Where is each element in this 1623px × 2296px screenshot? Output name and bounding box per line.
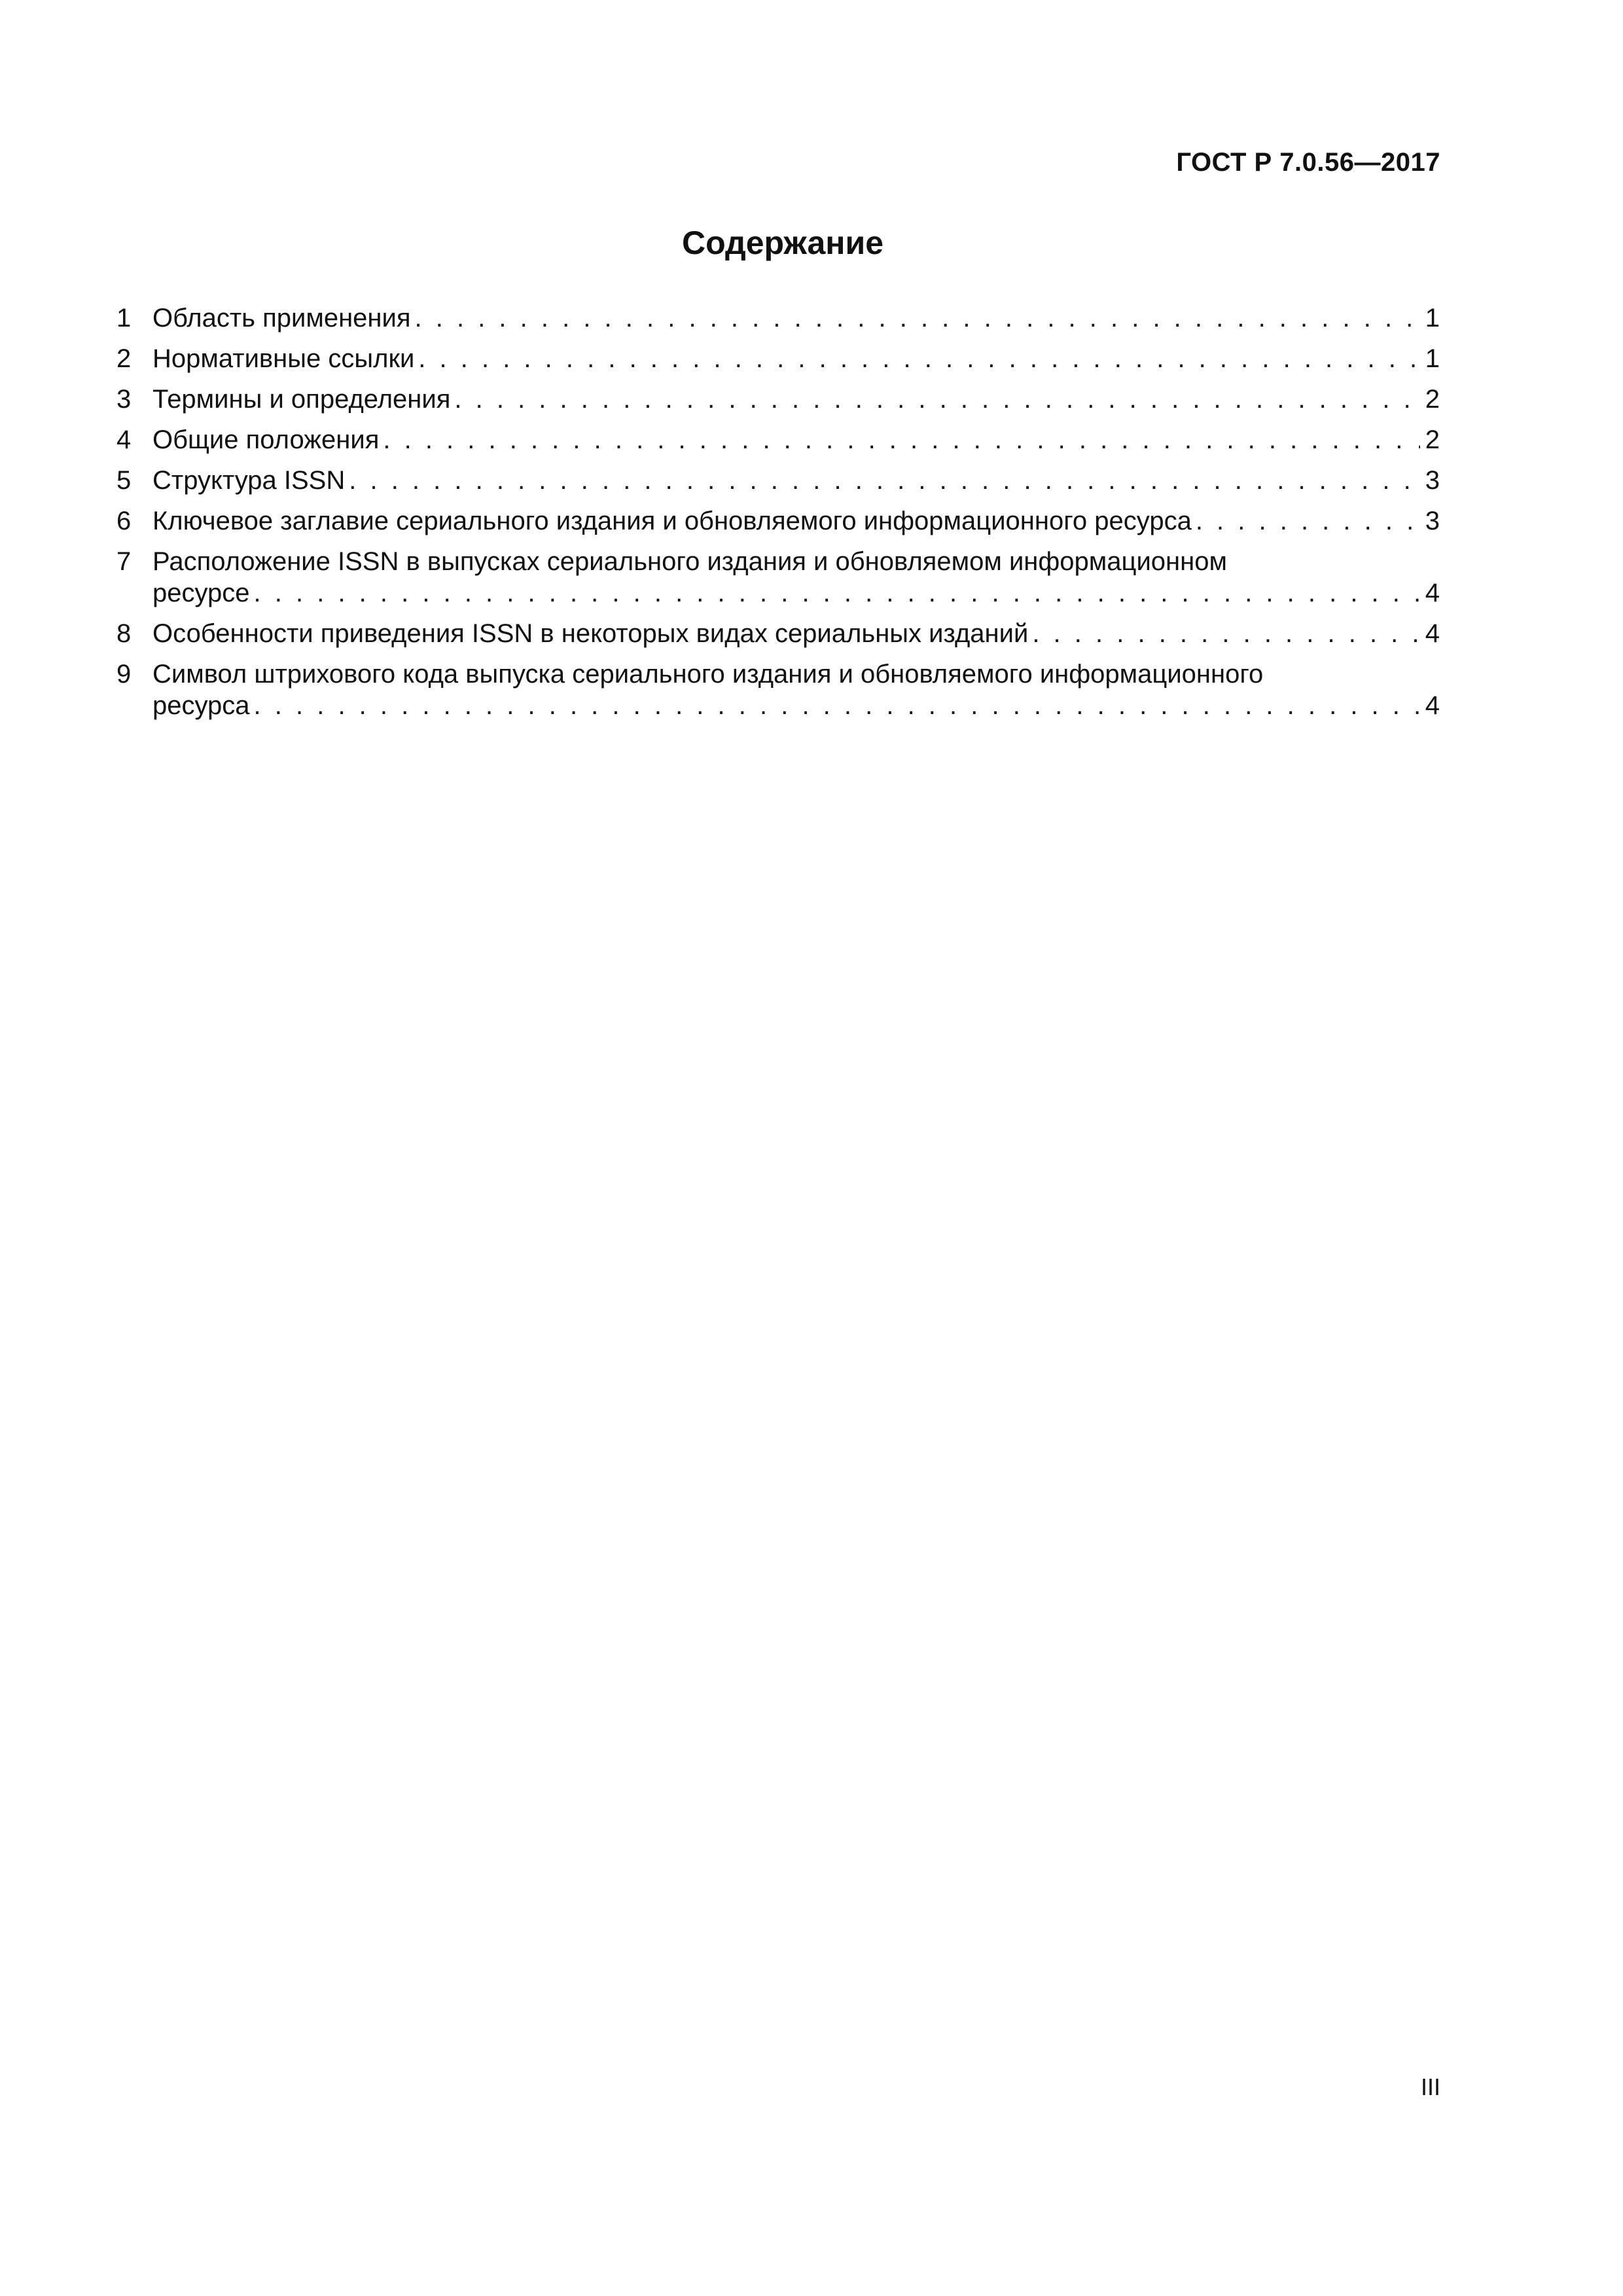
toc-entry-page: 2 [1425,385,1440,414]
toc-entry-page: 4 [1425,619,1440,648]
toc-entry[interactable] [116,505,1440,537]
toc-entry-title: Ключевое заглавие сериального издания и обновляемого информационного ресурса [152,507,1192,535]
page-number: III [1420,2073,1440,2100]
toc-title: Содержание [681,224,884,261]
toc-leader-dots [454,384,1420,415]
toc-entry-title: Структура ISSN [152,466,346,495]
toc-leader-dots [418,343,1420,374]
toc-entry-number: 5 [116,466,132,495]
toc-entry-page: 1 [1425,344,1440,373]
toc-entry-title-line1: Символ штрихового кода выпуска сериального издания и обновляемого информационного [152,660,1264,689]
toc-entry-title: Термины и определения [152,385,451,414]
toc-entry[interactable] [116,658,1440,721]
toc-entry-number: 3 [116,385,132,414]
toc-entry-title: Область применения [152,304,411,332]
toc-entry[interactable] [116,384,1440,415]
toc-leader-dots [349,465,1420,496]
toc-entry-page: 4 [1425,579,1440,607]
toc-entry[interactable] [116,343,1440,374]
toc-leader-dots [254,690,1420,721]
toc-entry-number: 9 [116,660,132,689]
toc-entry-page: 3 [1425,507,1440,535]
toc-entry[interactable] [116,302,1440,334]
toc-entry-title: ресурса [152,691,250,720]
toc-leader-dots [1196,505,1420,537]
toc-entry-number: 6 [116,507,132,535]
toc-entry-title: Общие положения [152,425,380,454]
toc-entry-page: 4 [1425,691,1440,720]
toc-entry-number: 1 [116,304,132,332]
toc-entry-number: 2 [116,344,132,373]
toc-entry-title-line1: Расположение ISSN в выпусках сериального издания и обновляемом информационном [152,547,1227,576]
toc-entry[interactable] [116,424,1440,456]
toc-entry-number: 8 [116,619,132,648]
toc-entry[interactable] [116,618,1440,649]
toc-entry-page: 3 [1425,466,1440,495]
toc-entry-title: Нормативные ссылки [152,344,415,373]
toc-leader-dots [415,302,1420,334]
table-of-contents [116,302,1440,730]
toc-entry-number: 7 [116,547,132,576]
toc-entry[interactable] [116,465,1440,496]
toc-leader-dots [254,577,1420,609]
toc-entry-page: 2 [1425,425,1440,454]
document-code: ГОСТ Р 7.0.56—2017 [1176,148,1440,177]
toc-entry-page: 1 [1425,304,1440,332]
toc-entry[interactable] [116,546,1440,609]
toc-entry-title: ресурсе [152,579,250,607]
toc-leader-dots [383,424,1420,456]
toc-entry-title: Особенности приведения ISSN в некоторых видах сериальных изданий [152,619,1029,648]
toc-leader-dots [1032,618,1420,649]
toc-entry-number: 4 [116,425,132,454]
